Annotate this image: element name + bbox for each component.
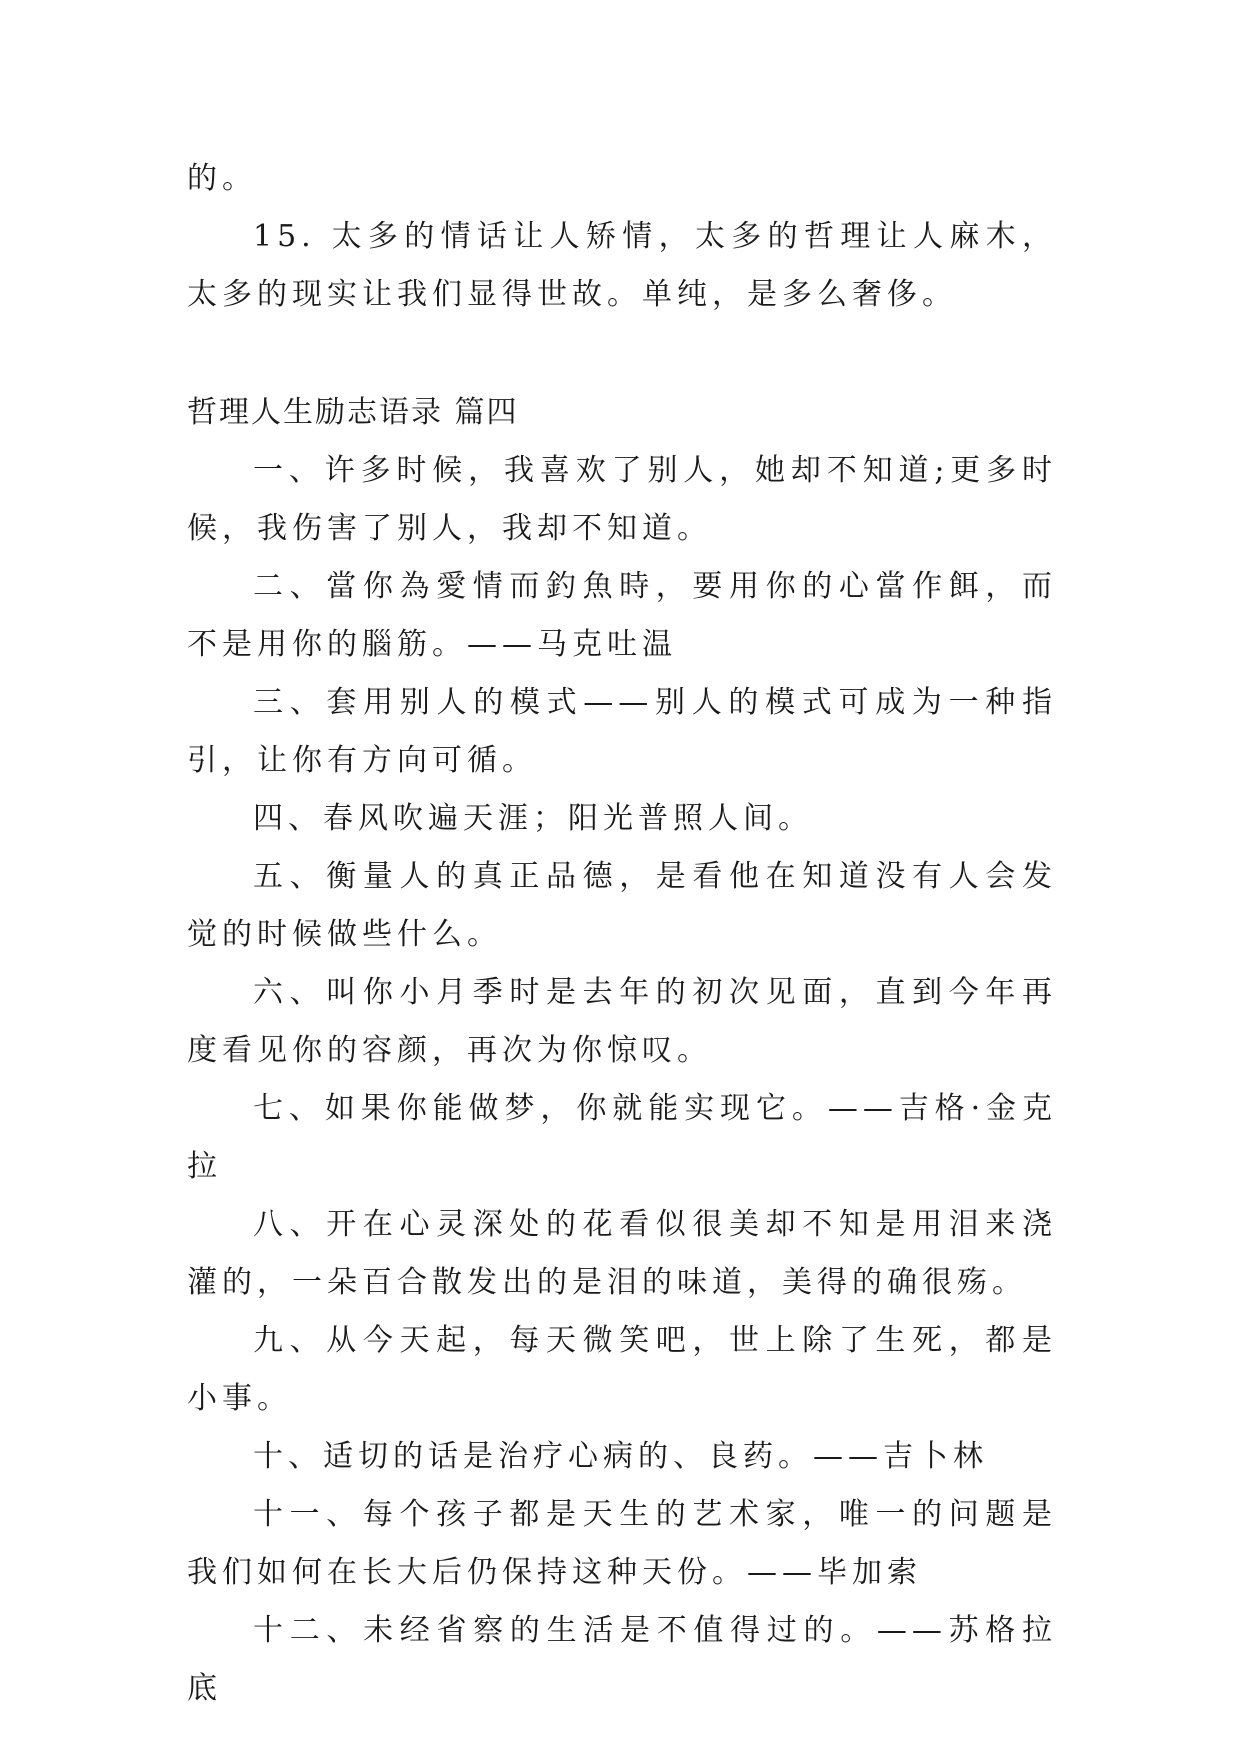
- section-title: 哲理人生励志语录 篇四: [187, 395, 519, 430]
- list-item: 七、如果你能做梦，你就能实现它。——吉格·金克拉: [187, 1091, 1057, 1184]
- list-item: 三、套用别人的模式——别人的模式可成为一种指引，让你有方向可循。: [187, 685, 1057, 778]
- paragraph-item-15: 15. 太多的情话让人矫情，太多的哲理让人麻木，太多的现实让我们显得世故。单纯，是多么奢侈。: [187, 219, 1057, 312]
- continuation-text: 的。: [187, 161, 257, 196]
- list-item: 二、當你為愛情而釣魚時，要用你的心當作餌，而不是用你的腦筋。——马克吐温: [187, 569, 1057, 662]
- list-item: 八、开在心灵深处的花看似很美却不知是用泪来浇灌的，一朵百合散发出的是泪的味道，美得的确很殇。: [187, 1207, 1057, 1300]
- list-item: 十、适切的话是治疗心病的、良药。——吉卜林: [253, 1439, 988, 1474]
- list-item: 九、从今天起，每天微笑吧，世上除了生死，都是小事。: [187, 1323, 1057, 1416]
- list-item: 十二、未经省察的生活是不值得过的。——苏格拉底: [187, 1613, 1057, 1706]
- list-item: 五、衡量人的真正品德，是看他在知道没有人会发觉的时候做些什么。: [187, 859, 1057, 952]
- list-item: 十一、每个孩子都是天生的艺术家，唯一的问题是我们如何在长大后仍保持这种天份。——毕加索: [187, 1497, 1057, 1590]
- list-item: 一、许多时候，我喜欢了别人，她却不知道;更多时候，我伤害了别人，我却不知道。: [187, 453, 1057, 546]
- list-item: 六、叫你小月季时是去年的初次见面，直到今年再度看见你的容颜，再次为你惊叹。: [187, 975, 1057, 1068]
- document-page: [187, 150, 1057, 1718]
- list-item: 四、春风吹遍天涯；阳光普照人间。: [253, 801, 813, 836]
